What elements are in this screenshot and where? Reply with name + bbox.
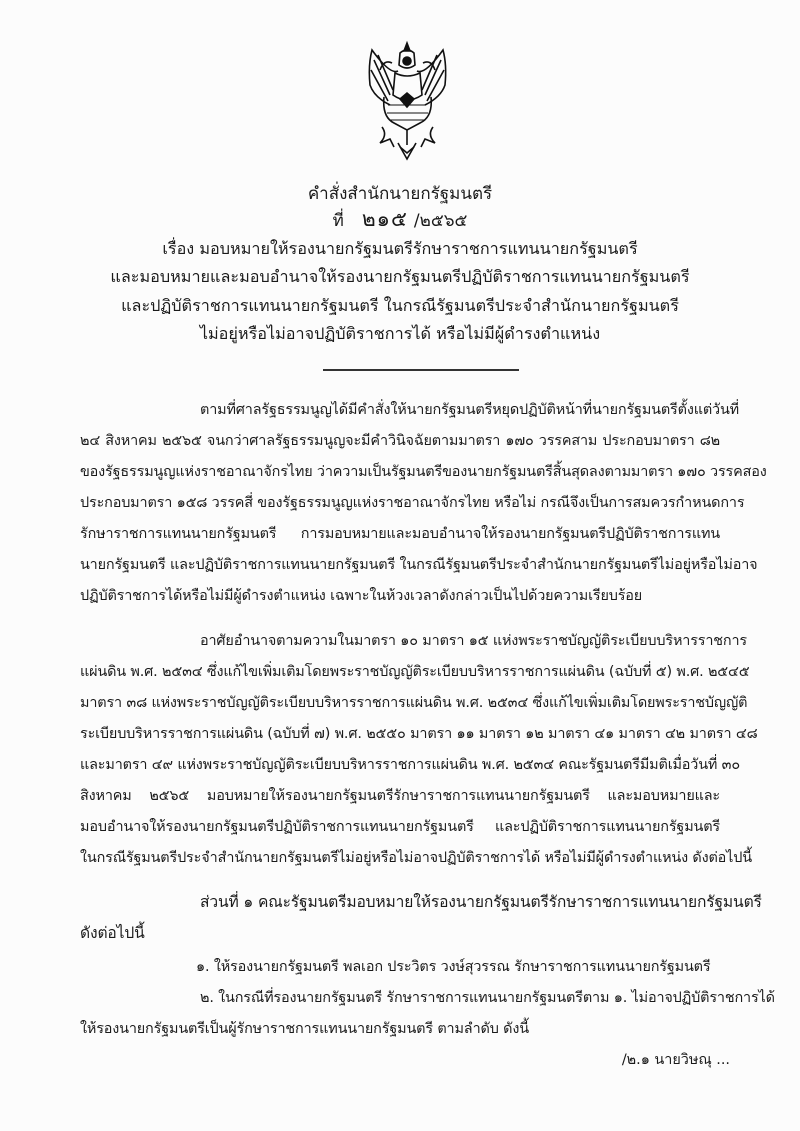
paragraph-2-line: ในกรณีรัฐมนตรีประจำสำนักนายกรัฐมนตรีไม่อยู่หรือไม่อาจปฏิบัติราชการได้ หรือไม่มีผู้ดำรงตำแหน่ง ดังต่อไปนี้ (80, 850, 752, 866)
paragraph-2-line: อาศัยอำนาจตามความในมาตรา ๑๐ มาตรา ๑๕ แห่งพระราชบัญญัติระเบียบบริหารราชการ (200, 633, 748, 649)
subject-line-2: และมอบหมายและมอบอำนาจให้รองนายกรัฐมนตรีปฏิบัติราชการแทนนายกรัฐมนตรี (110, 267, 690, 286)
section-1-item-2-cont: ให้รองนายกรัฐมนตรีเป็นผู้รักษาราชการแทนนายกรัฐมนตรี ตามลำดับ ดังนี้ (80, 1021, 529, 1037)
paragraph-2-line: สิงหาคม ๒๕๖๕ มอบหมายให้รองนายกรัฐมนตรีรักษาราชการแทนนายกรัฐมนตรี และมอบหมายและ (80, 788, 720, 804)
paragraph-2-line: ระเบียบบริหารราชการแผ่นดิน (ฉบับที่ ๗) พ.ศ. ๒๕๕๐ มาตรา ๑๑ มาตรา ๑๒ มาตรา ๔๑ มาตรา ๔๒ มาตรา ๔๘ (80, 726, 758, 742)
order-year: /๒๕๖๕ (413, 211, 468, 231)
section-1-heading-cont: ดังต่อไปนี้ (80, 924, 145, 942)
paragraph-1-line: ปฏิบัติราชการได้หรือไม่มีผู้ดำรงตำแหน่ง เฉพาะในห้วงเวลาดังกล่าวเป็นไปด้วยความเรียบร้อย (80, 588, 643, 604)
paragraph-1-line: ๒๔ สิงหาคม ๒๕๖๕ จนกว่าศาลรัฐธรรมนูญจะมีคำวินิจฉัยตามมาตรา ๑๗๐ วรรคสาม ประกอบมาตรา ๘๒ (80, 433, 720, 449)
subject-line-3: และปฏิบัติราชการแทนนายกรัฐมนตรี ในกรณีรัฐมนตรีประจำสำนักนายกรัฐมนตรี (121, 296, 679, 315)
garuda-emblem-icon (360, 35, 455, 165)
paragraph-1-line: รักษาราชการแทนนายกรัฐมนตรี การมอบหมายและมอบอำนาจให้รองนายกรัฐมนตรีปฏิบัติราชการแทน (80, 526, 720, 542)
continuation-marker: /๒.๑ นายวิษณุ ... (621, 1052, 730, 1068)
section-1-item-2: ๒. ในกรณีที่รองนายกรัฐมนตรี รักษาราชการแทนนายกรัฐมนตรีตาม ๑. ไม่อาจปฏิบัติราชการได้ (200, 990, 775, 1006)
paragraph-1-line: ของรัฐธรรมนูญแห่งราชอาณาจักรไทย ว่าความเป็นรัฐมนตรีของนายกรัฐมนตรีสิ้นสุดลงตามมาตรา ๑๗๐ วรรคสอง (80, 464, 767, 480)
paragraph-2-line: มาตรา ๓๘ แห่งพระราชบัญญัติระเบียบบริหารราชการแผ่นดิน พ.ศ. ๒๕๓๔ ซึ่งแก้ไขเพิ่มเติมโดยพระราชบัญญัติ (80, 695, 748, 711)
subject-line-1: เรื่อง มอบหมายให้รองนายกรัฐมนตรีรักษาราชการแทนนายกรัฐมนตรี (162, 239, 638, 258)
order-number-line (0, 203, 800, 236)
section-1-heading: ส่วนที่ ๑ คณะรัฐมนตรีมอบหมายให้รองนายกรัฐมนตรีรักษาราชการแทนนายกรัฐมนตรี (200, 893, 762, 911)
order-number-prefix: ที่ (332, 211, 344, 231)
paragraph-1-line: ตามที่ศาลรัฐธรรมนูญได้มีคำสั่งให้นายกรัฐมนตรีหยุดปฏิบัติหน้าที่นายกรัฐมนตรีตั้งแต่วันที่ (200, 402, 739, 418)
paragraph-2-line: และมาตรา ๔๙ แห่งพระราชบัญญัติระเบียบบริหารราชการแผ่นดิน พ.ศ. ๒๕๓๔ คณะรัฐมนตรีมีมติเมื่อวันที่ ๓๐ (80, 757, 740, 773)
order-number: ๒๑๕ (361, 207, 408, 231)
subject-line-4: ไม่อยู่หรือไม่อาจปฏิบัติราชการได้ หรือไม่มีผู้ดำรงตำแหน่ง (199, 324, 601, 343)
section-1-item-1: ๑. ให้รองนายกรัฐมนตรี พลเอก ประวิตร วงษ์สุวรรณ รักษาราชการแทนนายกรัฐมนตรี (196, 959, 711, 975)
paragraph-1-line: นายกรัฐมนตรี และปฏิบัติราชการแทนนายกรัฐมนตรี ในกรณีรัฐมนตรีประจำสำนักนายกรัฐมนตรีไม่อยู่หรือไม่อาจ (80, 557, 758, 573)
paragraph-1-line: ประกอบมาตรา ๑๕๘ วรรคสี่ ของรัฐธรรมนูญแห่งราชอาณาจักรไทย หรือไม่ กรณีจึงเป็นการสมควรกำหนดการ (80, 495, 745, 511)
divider-rule (323, 369, 519, 371)
document-title: คำสั่งสำนักนายกรัฐมนตรี (307, 184, 493, 204)
paragraph-2-line: แผ่นดิน พ.ศ. ๒๕๓๔ ซึ่งแก้ไขเพิ่มเติมโดยพระราชบัญญัติระเบียบบริหารราชการแผ่นดิน (ฉบับที่ ๕) พ.ศ. ๒๕๔๕ (80, 664, 750, 680)
paragraph-2-line: มอบอำนาจให้รองนายกรัฐมนตรีปฏิบัติราชการแทนนายกรัฐมนตรี และปฏิบัติราชการแทนนายกรัฐมนตรี (80, 819, 720, 835)
